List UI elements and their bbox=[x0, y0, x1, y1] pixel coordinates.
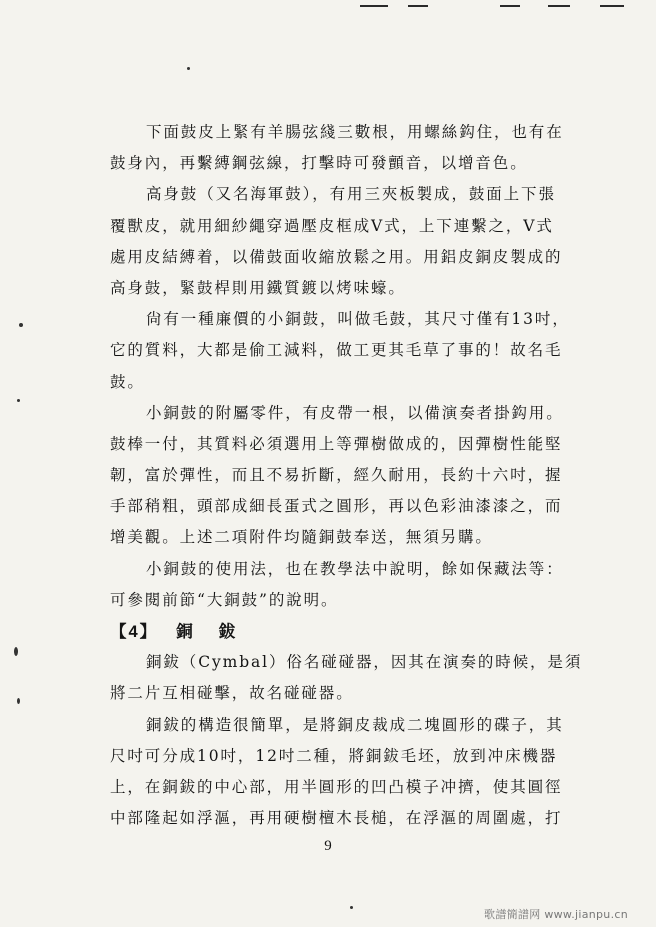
text-line: 韌，富於彈性，而且不易折斷，經久耐用，長約十六吋，握 bbox=[110, 466, 563, 485]
text-line: 高身鼓（又名海軍鼓），有用三夾板製成，鼓面上下張 bbox=[146, 185, 556, 204]
text-line: 尙有一種廉價的小銅鼓，叫做毛鼓，其尺寸僅有13吋， bbox=[146, 310, 570, 329]
text-line: 覆獸皮，就用細紗繩穿過壓皮框成V式，上下連繫之，V式 bbox=[110, 216, 554, 235]
scan-speck bbox=[187, 67, 190, 70]
text-line: 上，在銅鈸的中心部，用半圓形的凹凸模子冲擠，使其圓徑 bbox=[110, 777, 563, 796]
section-heading bbox=[110, 616, 590, 647]
text-line: 下面鼓皮上緊有羊腸弦綫三數根，用螺絲鈎住，也有在 bbox=[146, 123, 564, 141]
scan-speck bbox=[17, 698, 20, 704]
text-line: 增美觀。上述二項附件均隨銅鼓奉送，無須另購。 bbox=[110, 528, 493, 547]
page-body bbox=[110, 117, 590, 834]
top-dash bbox=[548, 5, 570, 7]
text-line: 鼓。 bbox=[110, 372, 145, 391]
watermark-text: 歌譜簡譜网 www.jianpu.cn bbox=[484, 908, 628, 921]
text-line: 高身鼓，緊鼓桿則用鐵質鍍以烤味蠔。 bbox=[110, 278, 406, 297]
section-number: 【4】 bbox=[110, 623, 159, 641]
paragraph-block-upper bbox=[110, 117, 590, 616]
text-line: 鼓身內，再繫縛鋼弦線，打擊時可發顫音，以增音色。 bbox=[110, 154, 528, 173]
page-number: 9 bbox=[324, 838, 332, 854]
text-line: 中部隆起如浮漚，再用硬樹檀木長槌，在浮漚的周圍處，打 bbox=[110, 809, 563, 828]
section-title: 銅鈸 bbox=[176, 622, 262, 641]
text-line: 處用皮結縛着，以備鼓面收縮放鬆之用。用鋁皮銅皮製成的 bbox=[110, 247, 563, 266]
text-line: 將二片互相碰擊，故名碰碰器。 bbox=[110, 684, 354, 703]
top-dash bbox=[600, 5, 624, 7]
text-line: 尺吋可分成10吋，12吋二種，將銅鈸毛坯，放到冲床機器 bbox=[110, 746, 558, 765]
text-line: 銅鈸（Cymbal）俗名碰碰器，因其在演奏的時候，是須 bbox=[146, 653, 583, 672]
scan-speck bbox=[350, 906, 353, 909]
scan-speck bbox=[14, 647, 18, 656]
top-dash bbox=[408, 5, 428, 7]
top-edge-marks bbox=[0, 0, 656, 14]
text-line: 它的質料，大都是偷工減料，做工更其毛草了事的！故名毛 bbox=[110, 341, 563, 360]
text-line: 小銅鼓的附屬零件，有皮帶一根，以備演奏者掛鈎用。 bbox=[146, 403, 564, 422]
text-line: 手部稍粗，頭部成細長蛋式之圓形，再以色彩油漆漆之，而 bbox=[110, 497, 563, 516]
text-line: 銅鈸的構造很簡單，是將銅皮裁成二塊圓形的碟子，其 bbox=[146, 715, 564, 734]
text-line: 可參閱前節“大銅鼓”的說明。 bbox=[110, 590, 339, 609]
paragraph-block-lower bbox=[110, 647, 590, 834]
text-line: 小銅鼓的使用法，也在教學法中說明，餘如保藏法等： bbox=[146, 559, 564, 578]
scan-speck bbox=[19, 323, 23, 327]
scan-speck bbox=[17, 399, 20, 402]
top-dash bbox=[500, 5, 520, 7]
top-dash bbox=[360, 5, 388, 7]
text-line: 鼓棒一付，其質料必須選用上等彈樹做成的，因彈樹性能堅 bbox=[110, 434, 563, 453]
